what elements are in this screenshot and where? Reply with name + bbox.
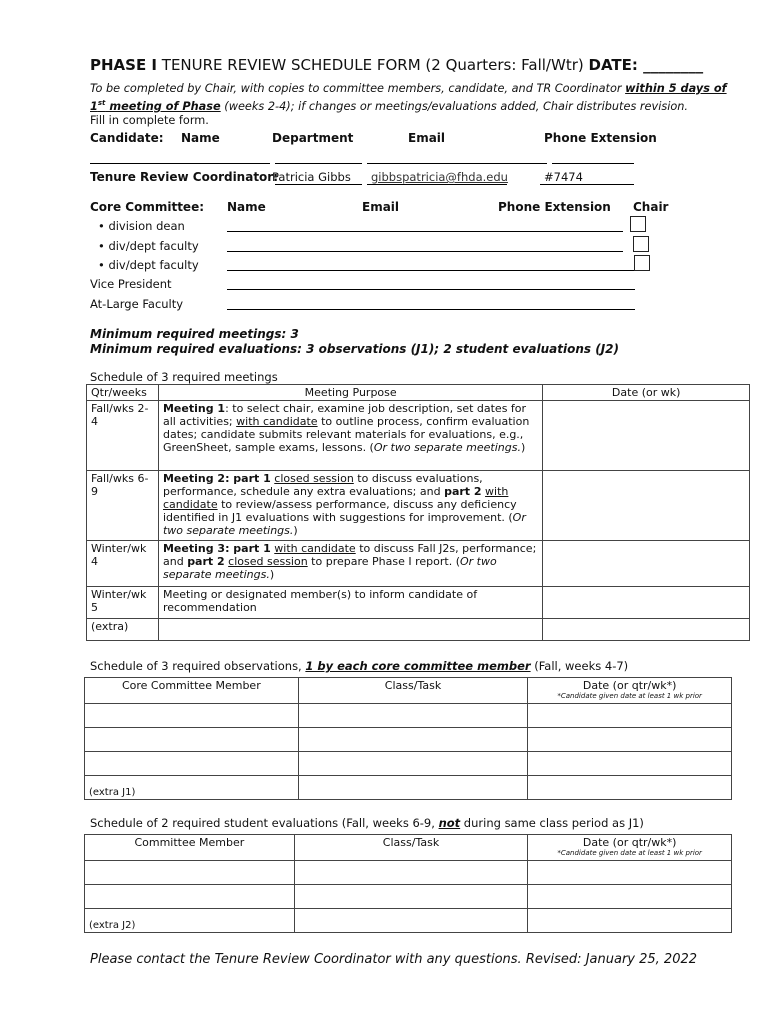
coordinator-label: Tenure Review Coordinator: xyxy=(90,170,279,184)
candidate-email-header: Email xyxy=(408,131,446,145)
core-name-header: Name xyxy=(227,200,266,214)
meeting3-purpose xyxy=(158,541,542,587)
candidate-label: Candidate: xyxy=(90,131,164,145)
extra-j2-label: (extra J2) xyxy=(85,909,295,933)
table-row[interactable] xyxy=(85,752,732,776)
core-phone-header: Phone Extension xyxy=(498,200,611,214)
meeting2-text-a: to discuss evaluations, performance, schedule any extra evaluations; and xyxy=(162,472,483,498)
date-note: *Candidate given date at least 1 wk prior xyxy=(557,849,702,857)
table-header-row xyxy=(85,835,732,861)
candidate-department-field[interactable] xyxy=(275,163,362,164)
meeting2-text-b: to review/assess performance, discuss any deficiency identified in J1 evaluations with suggestions for improvement. ( xyxy=(162,498,517,524)
committee-member-header: Committee Member xyxy=(85,835,295,861)
student-evals-table xyxy=(84,834,732,933)
extra-meeting-purpose[interactable] xyxy=(158,619,542,641)
meeting3-text-b: to prepare Phase I report. ( xyxy=(307,555,460,568)
meeting1-text-b: to outline process, confirm evaluation dates; candidate submits relevant materials for evaluations, e.g., GreenSheet, sample exams, lessons. ( xyxy=(162,415,530,454)
footer-note: Please contact the Tenure Review Coordinator with any questions. Revised: January 25, 2022 xyxy=(90,952,698,967)
extra-j1-label: (extra J1) xyxy=(85,776,299,800)
core-vp-field[interactable] xyxy=(227,289,635,290)
meetings-table xyxy=(86,384,750,641)
core-faculty1-field[interactable] xyxy=(227,251,623,252)
coordinator-email-link[interactable]: gibbspatricia@fhda.edu xyxy=(371,170,508,184)
intro-line3: Fill in complete form. xyxy=(90,113,209,127)
meeting3-title: Meeting 3: part 1 xyxy=(162,542,271,555)
meeting3-text-a: to discuss Fall J2s, performance; and xyxy=(162,542,537,568)
date-header: Date (or wk) xyxy=(543,385,750,401)
coordinator-phone-line xyxy=(540,184,634,185)
core-member-header: Core Committee Member xyxy=(85,678,299,704)
coordinator-name: Patricia Gibbs xyxy=(272,170,351,184)
table-row[interactable] xyxy=(85,776,732,800)
table-row xyxy=(87,541,750,587)
meeting1-underlined: with candidate xyxy=(236,415,318,428)
form-title xyxy=(90,56,703,74)
table-row xyxy=(87,587,750,619)
meeting1-title: Meeting 1 xyxy=(162,402,226,415)
date-header-label: Date (or qtr/wk*) xyxy=(582,836,677,849)
coordinator-email-line xyxy=(367,184,507,185)
table-row xyxy=(87,471,750,541)
meeting2-purpose xyxy=(158,471,542,541)
student-evals-caption-b: not xyxy=(438,816,461,830)
table-row[interactable] xyxy=(85,704,732,728)
intro-line1: To be completed by Chair, with copies to committee members, candidate, and TR Coordinator xyxy=(90,82,626,95)
meeting1-italic: Or two separate meetings. xyxy=(373,441,521,454)
minimum-evaluations: Minimum required evaluations: 3 observations (J1); 2 student evaluations (J2) xyxy=(90,342,620,356)
meeting3-qtr: Winter/wk 4 xyxy=(87,541,159,587)
table-row xyxy=(87,619,750,641)
observations-caption xyxy=(90,659,628,673)
meeting2-qtr: Fall/wks 6-9 xyxy=(87,471,159,541)
core-faculty2-field[interactable] xyxy=(227,270,635,271)
core-dean-field[interactable] xyxy=(227,231,623,232)
coordinator-name-line xyxy=(275,184,362,185)
date-note: *Candidate given date at least 1 wk prior xyxy=(557,692,702,700)
title-text: TENURE REVIEW SCHEDULE FORM (2 Quarters: Fall/Wtr) xyxy=(157,56,589,74)
meeting1-date-cell[interactable] xyxy=(543,401,750,471)
table-header-row xyxy=(85,678,732,704)
title-bold: PHASE I xyxy=(90,56,158,74)
meeting2-underlined-b: with candidate xyxy=(162,485,509,511)
candidate-name-header: Name xyxy=(181,131,220,145)
candidate-department-header: Department xyxy=(272,131,354,145)
meeting3-underlined-a: with candidate xyxy=(274,542,356,555)
meeting4-qtr: Winter/wk 5 xyxy=(87,587,159,619)
chair-checkbox-faculty-2[interactable] xyxy=(634,255,650,271)
core-member-dept-faculty-2: • div/dept faculty xyxy=(98,258,199,272)
core-member-at-large: At-Large Faculty xyxy=(90,297,184,311)
chair-checkbox-faculty-1[interactable] xyxy=(633,236,649,252)
table-header-row xyxy=(87,385,750,401)
candidate-name-field[interactable] xyxy=(90,163,270,164)
meeting3-text-c: ) xyxy=(269,568,275,581)
chair-checkbox-dean[interactable] xyxy=(630,216,646,232)
meeting4-date-cell[interactable] xyxy=(543,587,750,619)
observations-table xyxy=(84,677,732,800)
meeting2-text-c: ) xyxy=(293,524,298,537)
candidate-phone-header: Phone Extension xyxy=(544,131,657,145)
table-row[interactable] xyxy=(85,861,732,885)
observations-caption-b: 1 by each core committee member xyxy=(305,659,531,673)
core-member-vice-president: Vice President xyxy=(90,277,172,291)
meeting3-italic: Or two separate meetings. xyxy=(162,555,497,581)
meeting1-text-c: ) xyxy=(520,441,526,454)
date-header xyxy=(528,678,732,704)
core-chair-header: Chair xyxy=(633,200,669,214)
student-evals-caption-c: during same class period as J1) xyxy=(460,816,644,830)
extra-meeting-date-cell[interactable] xyxy=(543,619,750,641)
coordinator-phone: #7474 xyxy=(544,170,583,184)
meeting3-part2: part 2 xyxy=(187,555,225,568)
intro-instructions xyxy=(90,82,740,128)
date-header-label: Date (or qtr/wk*) xyxy=(582,679,677,692)
candidate-phone-field[interactable] xyxy=(552,163,634,164)
intro-deadline: within 5 days of xyxy=(625,82,727,95)
meeting3-underlined-b: closed session xyxy=(228,555,308,568)
table-row xyxy=(87,401,750,471)
date-field-label[interactable]: DATE: ________ xyxy=(588,56,704,74)
date-header xyxy=(528,835,732,861)
meeting1-purpose xyxy=(158,401,542,471)
table-row[interactable] xyxy=(85,909,732,933)
meeting4-purpose: Meeting or designated member(s) to inform candidate of recommendation xyxy=(158,587,542,619)
minimum-meetings: Minimum required meetings: 3 xyxy=(90,327,299,341)
intro-phase: meeting of Phase xyxy=(105,99,221,113)
meeting1-text-a: : to select chair, examine job description, set dates for all activities; xyxy=(162,402,527,428)
candidate-email-field[interactable] xyxy=(367,163,547,164)
core-committee-label: Core Committee: xyxy=(90,200,205,214)
observations-caption-a: Schedule of 3 required observations, xyxy=(90,659,306,673)
extra-meeting-qtr: (extra) xyxy=(87,619,159,641)
core-email-header: Email xyxy=(362,200,400,214)
core-member-dept-faculty-1: • div/dept faculty xyxy=(98,239,199,253)
student-evals-caption xyxy=(90,816,644,830)
meeting2-title: Meeting 2: part 1 xyxy=(162,472,271,485)
table-row[interactable] xyxy=(85,728,732,752)
meetings-caption: Schedule of 3 required meetings xyxy=(90,370,278,384)
core-atlarge-field[interactable] xyxy=(227,309,635,310)
meeting2-italic: Or two separate meetings. xyxy=(162,511,526,537)
core-member-division-dean: • division dean xyxy=(98,219,185,233)
meeting-purpose-header: Meeting Purpose xyxy=(158,385,542,401)
intro-ordinal-sup: st xyxy=(97,99,106,107)
class-task-header: Class/Task xyxy=(298,678,528,704)
intro-line2: (weeks 2-4); if changes or meetings/evaluations added, Chair distributes revision. xyxy=(220,99,689,113)
table-row[interactable] xyxy=(85,885,732,909)
observations-caption-c: (Fall, weeks 4-7) xyxy=(530,659,629,673)
meeting2-underlined-a: closed session xyxy=(274,472,354,485)
student-evals-caption-a: Schedule of 2 required student evaluations (Fall, weeks 6-9, xyxy=(90,816,439,830)
meeting1-qtr: Fall/wks 2-4 xyxy=(87,401,159,471)
qtr-weeks-header: Qtr/weeks xyxy=(87,385,159,401)
class-task-header: Class/Task xyxy=(294,835,528,861)
meeting3-date-cell[interactable] xyxy=(543,541,750,587)
meeting2-part2: part 2 xyxy=(444,485,482,498)
meeting2-date-cell[interactable] xyxy=(543,471,750,541)
intro-ordinal: 1 xyxy=(90,99,98,113)
